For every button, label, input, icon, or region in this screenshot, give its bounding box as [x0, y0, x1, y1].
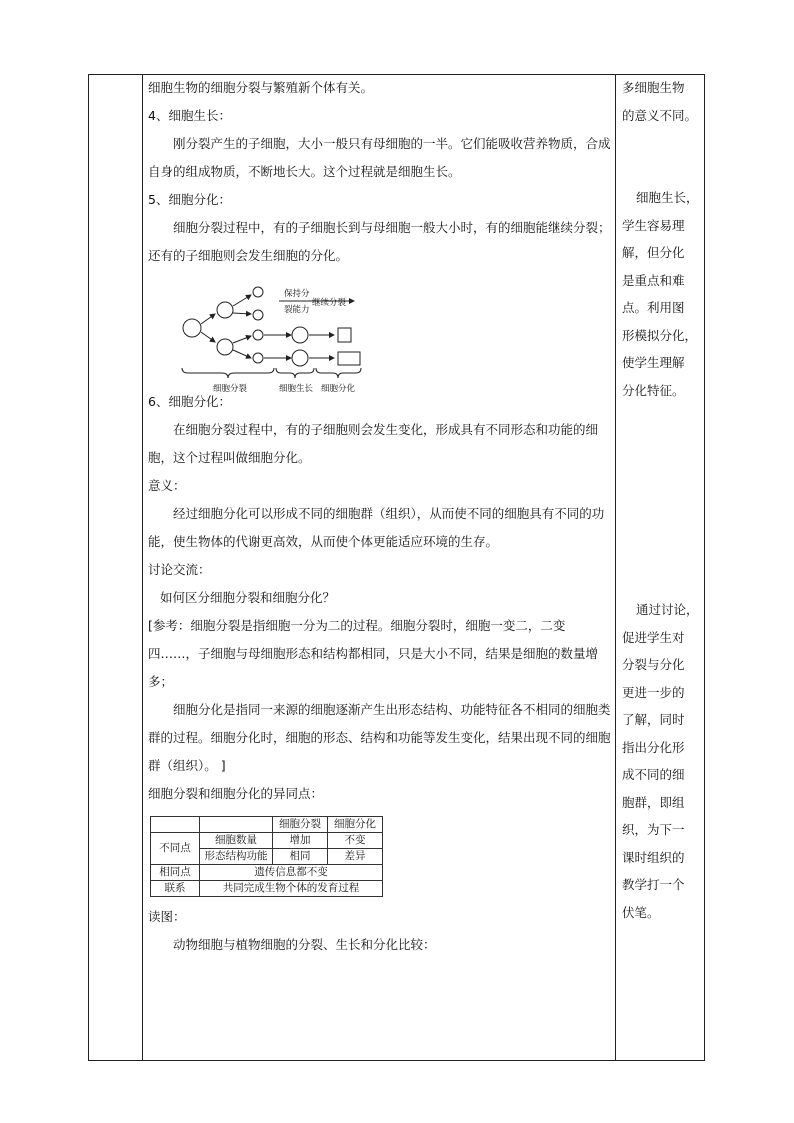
note-2-line-5: 点。利用图: [622, 300, 685, 315]
discussion-heading: 讨论交流：: [148, 562, 211, 577]
reference-text-2: 细胞分化是指同一来源的细胞逐渐产生出形态结构、功能特征各不相同的细胞类群的过程。细胞分化时，细胞的形态、结构和功能等发生变化，结果出现不同的细胞群（组织）。 ]: [148, 702, 611, 773]
form-differentiation: 差异: [328, 849, 383, 865]
section-6-text: 在细胞分裂过程中，有的子细胞则会发生变化，形成具有不同形态和功能的细胞，这个过程叫做细胞分化。: [148, 422, 599, 465]
teacher-notes-column: [622, 74, 702, 926]
section-6-heading: 6、细胞分化：: [148, 394, 231, 409]
cell-differentiation-diagram: [148, 270, 614, 394]
reference-text: [参考：细胞分裂是指细胞一分为二的过程。细胞分裂时，细胞一变二，二变四……，子细胞与母细胞形态和结构都相同，只是大小不同，结果是细胞的数量增多；: [148, 618, 599, 689]
read-heading: 读图：: [148, 909, 186, 924]
row-diff-label: 不同点: [151, 833, 200, 865]
same-text: 遗传信息都不变: [200, 865, 383, 881]
meaning-text: 经过细胞分化可以形成不同的细胞群（组织），从而使不同的细胞具有不同的功能，使生物体的代谢更高效，从而使个体更能适应环境的生存。: [148, 506, 605, 549]
brace-differentiation: [316, 368, 361, 378]
note-3-line-10: 课时组织的: [622, 849, 685, 865]
small-cell-1: [253, 287, 263, 297]
row-same-label: 相同点: [151, 865, 200, 881]
row-link-label: 联系: [151, 881, 200, 897]
section-4-text: 刚分裂产生的子细胞，大小一般只有母细胞的一半。它们能吸收营养物质，合成自身的组成物质，不断地长大。这个过程就是细胞生长。: [148, 136, 611, 179]
daughter-cell-upper: [217, 302, 233, 318]
arrow-split-lower: [201, 332, 215, 342]
table-divider-right: [615, 74, 616, 1061]
label-continue: 继续分裂: [312, 298, 347, 308]
count-differentiation: 不变: [328, 833, 383, 849]
table-divider-left: [142, 74, 143, 1061]
main-content-column: [148, 74, 614, 959]
note-3-line-8: 胞群，即组: [622, 794, 685, 810]
grown-cell-2: [292, 350, 308, 366]
brace-division: [182, 368, 274, 378]
label-growth: 细胞生长: [279, 384, 314, 394]
note-1-line-2: 的意义不同。: [622, 107, 698, 123]
read-text: 动物细胞与植物细胞的分裂、生长和分化比较：: [173, 937, 436, 952]
note-3-line-9: 织，为下一: [622, 822, 685, 837]
note-2-line-8: 分化特征。: [622, 382, 685, 398]
section-4-heading: 4、细胞生长：: [148, 108, 231, 123]
small-cell-3: [253, 330, 263, 340]
section-5-heading: 5、细胞分化：: [148, 192, 231, 207]
arrow-u2: [233, 313, 251, 314]
note-2-line-7: 使学生理解: [622, 355, 685, 370]
note-3-line-1: 通过讨论，: [636, 602, 699, 617]
diagram-svg: [178, 270, 418, 394]
note-3-line-6: 指出分化形: [622, 739, 685, 755]
arrow-l2: [233, 350, 251, 358]
note-2-line-1: 细胞生长，: [636, 190, 699, 205]
form-division: 相同: [273, 849, 328, 865]
note-2-line-3: 解，但分化: [622, 245, 685, 260]
note-2-line-6: 形模拟分化，: [622, 327, 698, 343]
brace-growth: [276, 368, 314, 378]
comparison-table: [150, 816, 383, 897]
label-differentiation: 细胞分化: [321, 384, 356, 394]
note-3-line-2: 促进学生对: [622, 629, 685, 645]
compare-heading: 细胞分裂和细胞分化的异同点：: [148, 786, 324, 801]
note-1-line-1: 多细胞生物: [622, 80, 685, 95]
discussion-question: 如何区分细胞分裂和细胞分化？: [160, 590, 336, 605]
note-2-line-2: 学生容易理: [622, 217, 685, 233]
note-3-line-3: 分裂与分化: [622, 657, 685, 672]
arrow-l1: [233, 336, 251, 343]
note-3-line-12: 伏笔。: [622, 904, 660, 920]
note-3-line-4: 更进一步的: [622, 684, 685, 700]
note-3-line-7: 成不同的细: [622, 767, 685, 782]
col-differentiation: 细胞分化: [328, 817, 383, 833]
differentiated-cell-square: [338, 328, 351, 342]
row-form-label: 形态结构功能: [200, 849, 273, 865]
meaning-heading: 意义：: [148, 478, 186, 493]
small-cell-2: [253, 310, 263, 320]
col-division: 细胞分裂: [273, 817, 328, 833]
label-keep: 保持分: [284, 289, 310, 299]
note-2-line-4: 是重点和难: [622, 272, 685, 288]
row-count-label: 细胞数量: [200, 833, 273, 849]
note-3-line-5: 了解，同时: [622, 712, 685, 727]
label-division: 细胞分裂: [213, 384, 248, 394]
count-division: 增加: [273, 833, 328, 849]
grown-cell-1: [292, 327, 308, 343]
small-cell-4: [253, 353, 263, 363]
arrow-u1: [233, 295, 251, 306]
arrow-split-upper: [201, 314, 215, 324]
differentiated-cell-rect: [338, 352, 360, 365]
daughter-cell-lower: [217, 339, 233, 355]
link-text: 共同完成生物个体的发育过程: [200, 881, 383, 897]
note-3-line-11: 教学打一个: [622, 877, 685, 892]
intro-text: 细胞生物的细胞分裂与繁殖新个体有关。: [148, 80, 374, 95]
mother-cell: [183, 319, 201, 337]
label-split-ability: 裂能力: [284, 305, 310, 315]
section-5-text: 细胞分裂过程中，有的子细胞长到与母细胞一般大小时，有的细胞能继续分裂；还有的子细胞则会发生细胞的分化。: [148, 220, 611, 263]
